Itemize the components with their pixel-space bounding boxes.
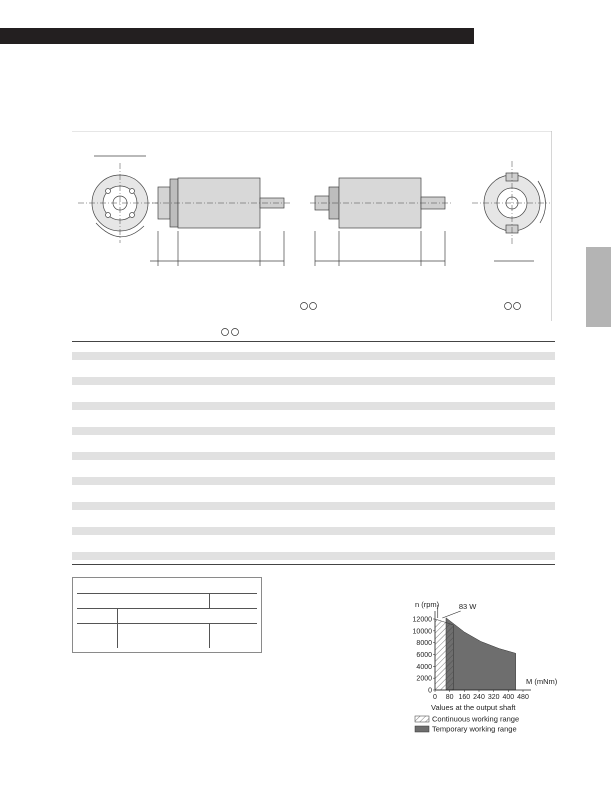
y-tick-label: 4000 [416, 663, 432, 671]
header-bar [0, 28, 474, 44]
front-view-left [78, 156, 164, 243]
x-tick-label: 320 [487, 694, 500, 701]
legend-label-temporary: Temporary working range [432, 724, 517, 734]
operating-range-chart [405, 595, 565, 740]
table-row [72, 427, 555, 435]
front-view-right [472, 161, 550, 261]
chart-caption: Values at the output shaft [431, 703, 516, 712]
y-axis-label: n (rpm) [415, 600, 440, 609]
y-tick-label: 0 [428, 687, 432, 695]
side-view-2 [310, 178, 452, 266]
x-tick-label: 0 [433, 694, 437, 701]
table-row [72, 377, 555, 385]
legend-swatch-temporary [415, 726, 429, 732]
y-tick-label: 12000 [412, 616, 432, 624]
section-tab [586, 247, 611, 327]
specification-table [72, 341, 555, 565]
x-tick-label: 480 [517, 694, 529, 701]
y-tick-label: 10000 [412, 628, 432, 636]
technical-drawing [72, 131, 552, 321]
y-tick-label: 8000 [416, 640, 432, 648]
x-axis-label: M (mNm) [526, 677, 558, 686]
table-row [72, 452, 555, 460]
legend-swatch-continuous [415, 716, 429, 722]
x-tick-label: 160 [458, 694, 471, 701]
x-tick-label: 240 [473, 694, 485, 701]
table-top-rule [72, 341, 555, 342]
continuous-range-area [435, 619, 453, 690]
table-row [72, 477, 555, 485]
table-row [72, 527, 555, 535]
tolerance-symbol-icon [220, 327, 242, 337]
y-tick-label: 2000 [416, 675, 432, 683]
table-bottom-rule [72, 564, 555, 565]
legend-label-continuous: Continuous working range [432, 714, 520, 724]
power-annotation: 83 W [458, 602, 477, 611]
motor-dimension-drawing [72, 131, 552, 321]
x-tick-label: 80 [445, 694, 454, 701]
table-row [72, 552, 555, 560]
option-table [72, 577, 262, 653]
side-view-1 [150, 178, 292, 266]
power-leader [442, 611, 460, 618]
y-tick-label: 6000 [416, 652, 432, 659]
table-row [72, 402, 555, 410]
x-tick-label: 400 [502, 694, 515, 701]
table-row [72, 352, 555, 360]
temporary-range-area [446, 618, 516, 690]
table-row [72, 502, 555, 510]
tolerance-symbols [301, 303, 521, 310]
